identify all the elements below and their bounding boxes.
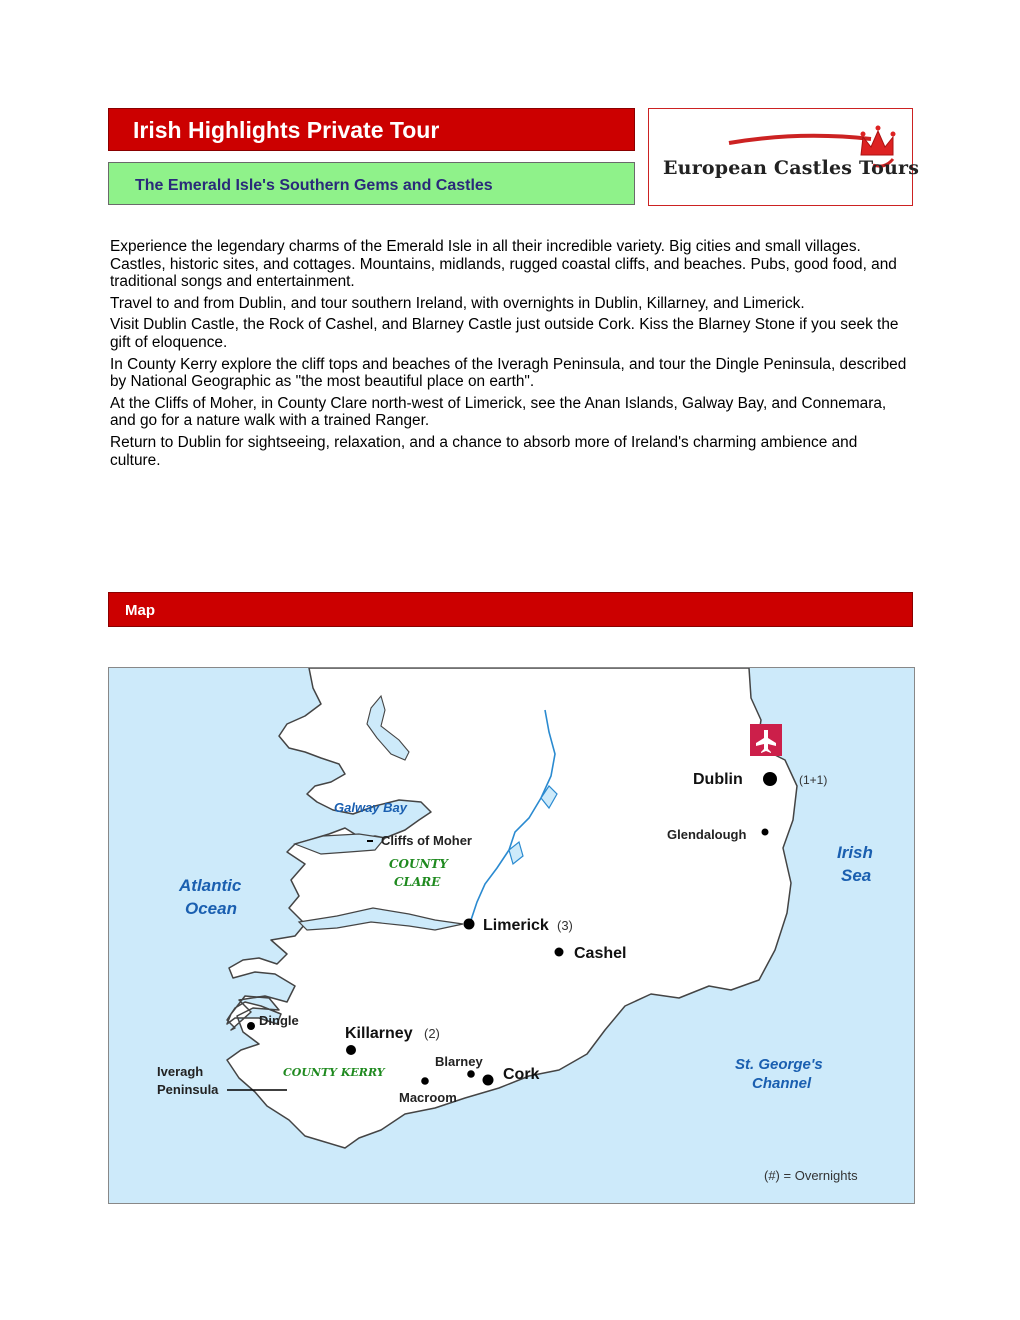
map-section-header	[108, 592, 913, 627]
atlantic-label: Ocean	[185, 899, 237, 918]
blarney-label: Blarney	[435, 1054, 483, 1069]
intro-paragraph: Visit Dublin Castle, the Rock of Cashel, and Blarney Castle just outside Cork. Kiss the Blarney Stone if you seek the gift of eloquence.	[110, 316, 899, 351]
county-clare-label: COUNTY	[389, 857, 448, 871]
glendalough-marker	[762, 829, 769, 836]
intro-text	[110, 238, 910, 473]
dublin-label: Dublin	[693, 771, 743, 788]
glendalough-label: Glendalough	[667, 827, 747, 842]
killarney-overnights: (2)	[424, 1026, 440, 1041]
limerick-overnights: (3)	[557, 918, 573, 933]
blarney-marker	[467, 1070, 475, 1078]
page-subtitle: The Emerald Isle's Southern Gems and Castles	[135, 177, 493, 194]
cashel-label: Cashel	[574, 945, 627, 962]
dublin-overnights: (1+1)	[799, 773, 828, 787]
intro-paragraph: At the Cliffs of Moher, in County Clare north-west of Limerick, see the Anan Islands, Galway Bay, and Connemara, and go for a nature walk with a trained Ranger.	[110, 394, 887, 430]
intro-paragraph: In County Kerry explore the cliff tops and beaches of the Iveragh Peninsula, and tour the Dingle Peninsula, described by National Geographic as "the most beautiful place on earth".	[110, 355, 907, 391]
title-banner	[108, 108, 635, 151]
cork-marker	[483, 1075, 494, 1086]
page-title: Irish Highlights Private Tour	[133, 117, 440, 143]
dingle-marker	[247, 1022, 255, 1030]
st-georges-channel-label: St. George's	[735, 1056, 823, 1073]
map-legend: (#) = Overnights	[764, 1168, 858, 1183]
iveragh-label: Iveragh	[157, 1064, 204, 1079]
subtitle-banner	[108, 162, 635, 205]
dublin-marker	[763, 772, 777, 786]
killarney-marker	[346, 1045, 356, 1055]
killarney-label: Killarney	[345, 1025, 413, 1042]
company-logo	[648, 108, 920, 206]
intro-paragraph: Return to Dublin for sightseeing, relaxation, and a chance to absorb more of Ireland's charming ambience and culture.	[110, 433, 858, 469]
macroom-label: Macroom	[399, 1090, 457, 1105]
limerick-label: Limerick	[483, 917, 549, 934]
st-georges-channel-label: Channel	[752, 1075, 812, 1092]
irish-sea-label: Sea	[841, 866, 872, 885]
airport-icon	[750, 724, 782, 756]
cashel-marker	[555, 948, 564, 957]
limerick-marker	[464, 919, 475, 930]
irish-sea-label: Irish	[837, 843, 873, 862]
logo-text: European Castles Tours	[663, 157, 920, 179]
atlantic-label: Atlantic	[179, 876, 242, 895]
cliffs-label: Cliffs of Moher	[381, 833, 472, 848]
map-heading: Map	[125, 602, 155, 619]
intro-paragraph: Experience the legendary charms of the Emerald Isle in all their incredible variety. Big cities and small villages. Castles, historic sites, and cottages. Mountains, midlands, rugged coastal cliffs, and beaches. Pubs, good food, and traditional songs and entertainment.	[110, 238, 897, 291]
galway-bay-label: Galway Bay	[334, 800, 407, 815]
cork-label: Cork	[503, 1066, 540, 1083]
ireland-map	[108, 667, 915, 1204]
macroom-marker	[421, 1077, 429, 1085]
dingle-label: Dingle	[259, 1013, 299, 1028]
county-clare-label: CLARE	[394, 875, 441, 889]
intro-paragraph: Travel to and from Dublin, and tour southern Ireland, with overnights in Dublin, Killarney, and Limerick.	[110, 294, 805, 312]
iveragh-label: Peninsula	[157, 1082, 219, 1097]
county-kerry-label: COUNTY KERRY	[283, 1066, 385, 1079]
